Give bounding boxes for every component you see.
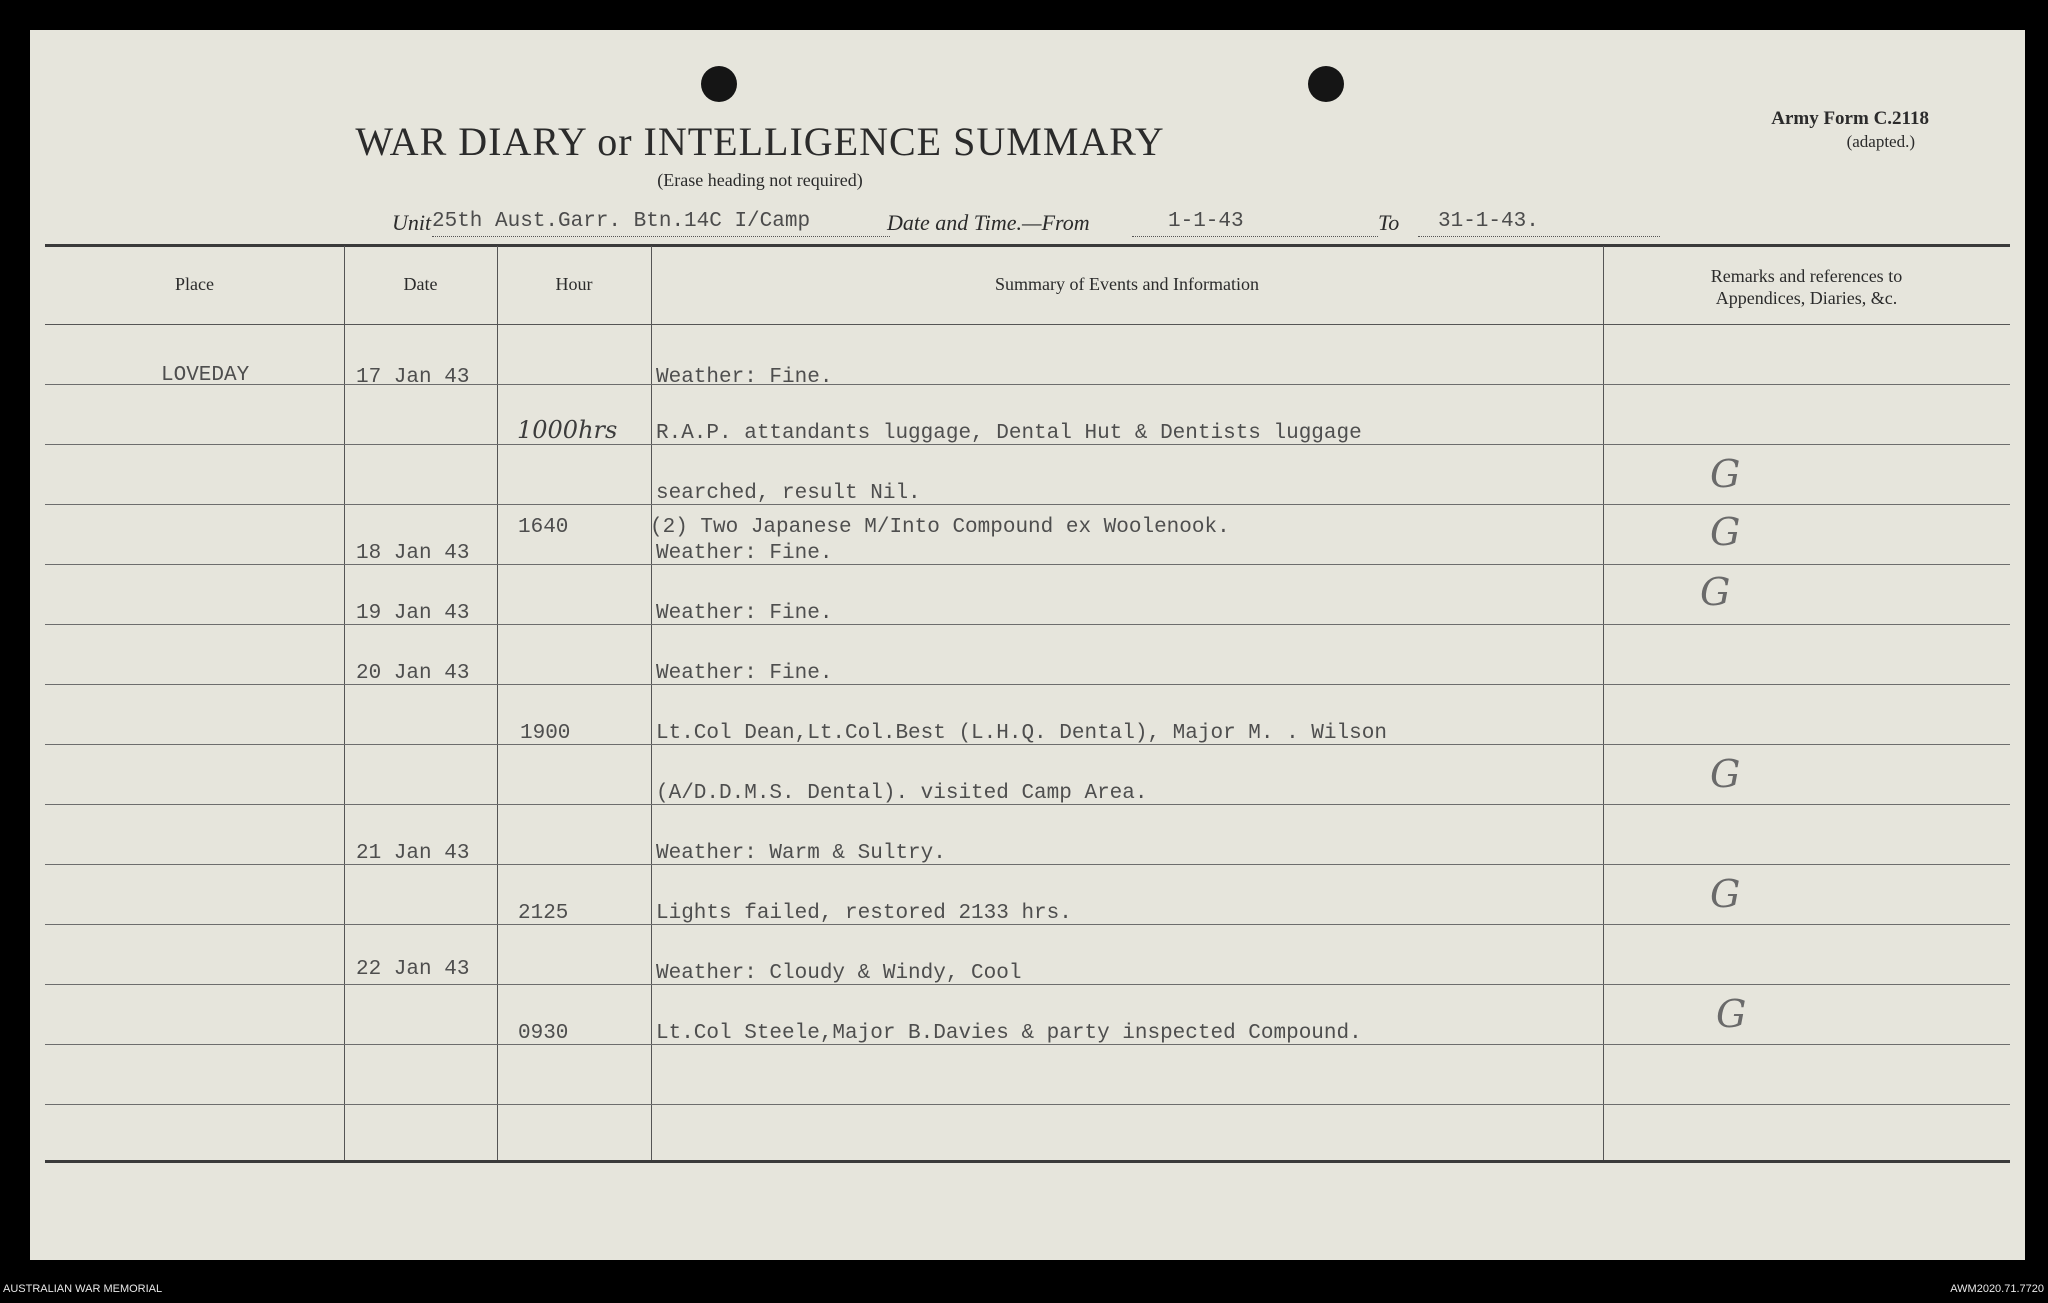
table-top-border	[45, 244, 2010, 247]
column-header-date: Date	[403, 274, 438, 294]
footer-credit: AUSTRALIAN WAR MEMORIAL	[3, 1283, 163, 1295]
diary-page	[30, 30, 2025, 1260]
entry-hour: 0930	[518, 1022, 569, 1045]
initial-mark: G	[1710, 872, 1741, 916]
row-rule	[45, 624, 2010, 625]
entry-place: LOVEDAY	[161, 364, 250, 387]
entry-summary: R.A.P. attandants luggage, Dental Hut & Dentists luggage	[656, 422, 1362, 445]
row-rule	[45, 864, 2010, 865]
entry-date: 19 Jan 43	[356, 602, 470, 625]
entry-date: 18 Jan 43	[356, 542, 470, 565]
entry-hour-handwritten: 1000hrs	[517, 416, 618, 444]
initial-mark: G	[1710, 752, 1741, 796]
entry-summary: Weather: Fine.	[656, 602, 833, 625]
entry-hour: 2125	[518, 902, 569, 925]
entry-summary: Lights failed, restored 2133 hrs.	[656, 902, 1072, 925]
entry-summary: Weather: Warm & Sultry.	[656, 842, 946, 865]
page-title: WAR DIARY or INTELLIGENCE SUMMARY	[355, 119, 1165, 164]
punch-hole-left	[701, 66, 737, 102]
row-rule	[45, 984, 2010, 985]
entry-date: 21 Jan 43	[356, 842, 470, 865]
unit-underline	[432, 236, 890, 237]
table-bottom-border	[45, 1160, 2010, 1163]
form-number: Army Form C.2118	[1771, 108, 1929, 129]
entry-summary: Lt.Col Steele,Major B.Davies & party inspected Compound.	[656, 1022, 1362, 1045]
entry-summary: searched, result Nil.	[656, 482, 921, 505]
form-adapted: (adapted.)	[1846, 132, 1915, 151]
to-value: 31-1-43.	[1438, 210, 1539, 233]
entry-date: 17 Jan 43	[356, 366, 470, 389]
entry-summary: Weather: Cloudy & Windy, Cool	[656, 962, 1022, 985]
column-header-summary: Summary of Events and Information	[995, 274, 1259, 294]
column-header-place: Place	[175, 274, 214, 294]
footer-accession-number: AWM2020.71.7720	[1950, 1283, 2044, 1295]
from-underline	[1132, 236, 1378, 237]
initial-mark: G	[1700, 570, 1731, 614]
row-rule	[45, 1104, 2010, 1105]
entry-summary: Weather: Fine.	[656, 366, 833, 389]
entry-hour: 1900	[520, 722, 571, 745]
column-header-remarks-1: Remarks and references to	[1710, 266, 1903, 286]
column-header-hour: Hour	[555, 274, 593, 294]
date-time-label: Date and Time.—From	[887, 210, 1090, 235]
entry-hour: 1640	[518, 516, 569, 539]
initial-mark: G	[1710, 452, 1741, 496]
to-label: To	[1378, 210, 1400, 235]
unit-label: Unit	[392, 210, 432, 235]
column-header-remarks-2: Appendices, Diaries, &c.	[1715, 288, 1898, 308]
unit-value: 25th Aust.Garr. Btn.14C I/Camp	[432, 210, 811, 233]
entry-summary: Lt.Col Dean,Lt.Col.Best (L.H.Q. Dental), Major M. . Wilson	[656, 722, 1387, 745]
entry-date: 22 Jan 43	[356, 958, 470, 981]
entry-summary: (2) Two Japanese M/Into Compound ex Woolenook.	[650, 516, 1230, 539]
page-subtitle: (Erase heading not required)	[657, 170, 863, 190]
entry-summary: (A/D.D.M.S. Dental). visited Camp Area.	[656, 782, 1148, 805]
entry-summary: Weather: Fine.	[656, 662, 833, 685]
row-rule	[45, 684, 2010, 685]
to-underline	[1418, 236, 1660, 237]
row-rule	[45, 504, 2010, 505]
punch-hole-right	[1308, 66, 1344, 102]
header-bottom-rule	[45, 324, 2010, 325]
row-rule	[45, 384, 2010, 385]
initial-mark: G	[1716, 992, 1747, 1036]
from-value: 1-1-43	[1168, 210, 1244, 233]
initial-mark: G	[1710, 510, 1741, 554]
entry-date: 20 Jan 43	[356, 662, 470, 685]
entry-summary: Weather: Fine.	[656, 542, 833, 565]
row-rule	[45, 564, 2010, 565]
